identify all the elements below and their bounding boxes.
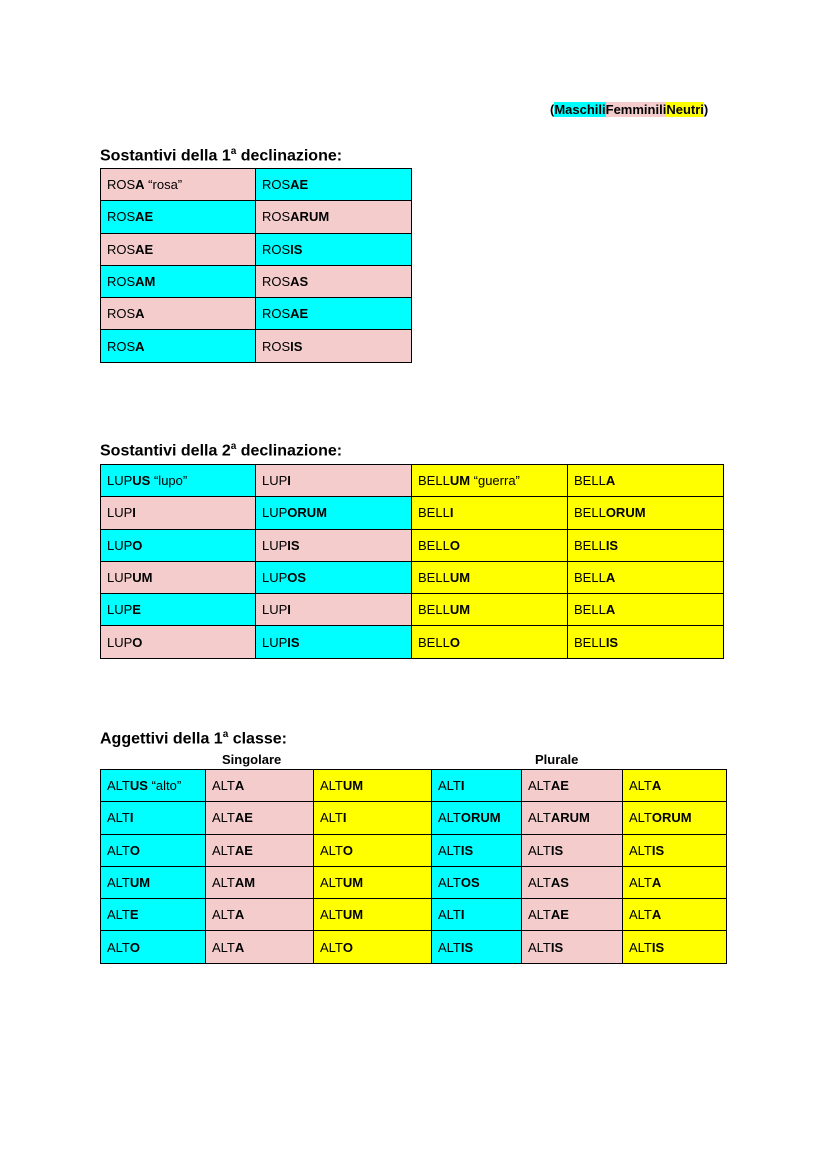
word-ending: IS [550,939,564,955]
word-ending: AE [290,177,309,193]
form-cell [206,802,314,834]
word-stem: LUP [262,634,288,650]
word-ending: IS [605,537,619,553]
word-stem: ALT [438,875,461,891]
word-stem: ALT [212,907,235,923]
word-ending: A [135,306,145,322]
word-stem: ALT [212,939,235,955]
word-stem: ALT [212,810,235,826]
table-row [101,561,724,593]
word-gloss: “alto” [147,778,182,794]
form-cell [412,465,568,497]
word-ending: A [234,939,245,955]
table-row [101,899,727,931]
form-cell [432,834,522,866]
word-ending: AE [550,778,569,794]
word-ending: UM [342,778,364,794]
word-stem: ALT [438,810,461,826]
form-cell [314,866,432,898]
word-ending: AE [290,306,309,322]
word-stem: ALT [528,842,551,858]
word-ending: AM [234,875,256,891]
word-gloss: “rosa” [144,177,183,193]
section3-title: Aggettivi della 1$^a$ classe: [100,729,287,748]
form-cell [568,497,724,529]
word-ending: AS [550,875,569,891]
word-stem: BELL [418,473,450,489]
word-ending: E [129,907,139,923]
word-stem: LUP [262,473,288,489]
word-ending: IS [460,842,474,858]
word-ending: I [287,473,291,489]
word-stem: LUP [262,505,288,521]
table-row [101,465,724,497]
form-cell [412,561,568,593]
word-stem: ALT [629,939,652,955]
word-ending: IS [287,634,300,650]
word-gloss: “guerra” [470,473,520,489]
word-stem: ALT [629,907,652,923]
word-ending: A [605,473,616,489]
word-gloss: “lupo” [150,473,188,489]
table-row [101,201,412,233]
table-row [101,594,724,626]
form-cell [568,529,724,561]
form-cell [101,626,256,658]
word-stem: BELL [574,473,606,489]
form-cell [412,594,568,626]
word-stem: BELL [418,602,450,618]
word-stem: ALT [320,810,343,826]
word-ending: O [129,842,141,858]
word-ending: A [605,570,616,586]
table-row [101,529,724,561]
word-ending: AE [234,842,253,858]
word-stem: ROS [107,338,136,354]
form-cell [432,931,522,963]
word-stem: BELL [574,602,606,618]
form-cell [412,626,568,658]
word-stem: BELL [418,505,450,521]
form-cell [206,931,314,963]
word-ending: AE [234,810,253,826]
word-ending: ORUM [651,810,692,826]
word-ending: ARUM [290,209,330,225]
form-cell [101,169,256,201]
word-stem: ALT [107,939,130,955]
word-stem: ALT [107,842,130,858]
form-cell [623,866,727,898]
form-cell [568,626,724,658]
table-row [101,626,724,658]
form-cell [256,497,412,529]
word-stem: ALT [107,907,130,923]
word-stem: ALT [528,778,551,794]
word-ending: A [605,602,616,618]
word-stem: ROS [262,177,291,193]
word-ending: A [651,907,662,923]
form-cell [256,465,412,497]
form-cell [206,866,314,898]
form-cell [256,233,412,265]
form-cell [256,298,412,330]
word-ending: UM [342,875,364,891]
word-stem: ALT [320,875,343,891]
form-cell [101,770,206,802]
word-ending: A [651,778,662,794]
word-stem: ALT [528,907,551,923]
word-stem: LUP [262,537,288,553]
word-stem: ROS [262,338,291,354]
word-ending: US [132,473,151,489]
table-row [101,866,727,898]
form-cell [623,802,727,834]
table-row [101,330,412,362]
word-ending: I [287,602,291,618]
first-class-adjectives-table [100,769,727,964]
word-stem: LUP [262,602,288,618]
word-ending: A [234,778,245,794]
form-cell [623,931,727,963]
table-row [101,298,412,330]
form-cell [432,866,522,898]
word-stem: BELL [418,634,450,650]
word-ending: AM [135,274,156,290]
form-cell [522,931,623,963]
form-cell [256,561,412,593]
word-ending: IS [550,842,564,858]
form-cell [256,169,412,201]
word-stem: ROS [262,306,291,322]
word-stem: ALT [438,907,461,923]
word-ending: ARUM [550,810,590,826]
form-cell [623,770,727,802]
form-cell [101,233,256,265]
word-stem: ALT [212,842,235,858]
word-stem: ROS [262,241,291,257]
word-stem: ROS [107,177,136,193]
word-stem: BELL [418,570,450,586]
word-ending: O [342,842,354,858]
word-ending: UM [132,570,153,586]
word-stem: ALT [629,778,652,794]
word-stem: ALT [629,842,652,858]
form-cell [101,330,256,362]
word-stem: BELL [418,537,450,553]
word-stem: LUP [107,570,133,586]
word-ending: IS [651,939,665,955]
word-ending: O [129,939,141,955]
form-cell [314,931,432,963]
form-cell [568,561,724,593]
word-ending: ORUM [287,505,328,521]
word-stem: LUP [107,537,133,553]
form-cell [101,529,256,561]
table-row [101,169,412,201]
section1-title: Sostantivi della 1$^a$ declinazione: [100,146,343,165]
form-cell [101,802,206,834]
form-cell [522,866,623,898]
word-ending: I [460,778,465,794]
word-stem: BELL [574,505,606,521]
form-cell [522,834,623,866]
word-stem: ROS [107,209,136,225]
word-stem: ALT [528,875,551,891]
word-ending: A [234,907,245,923]
word-ending: AE [135,241,154,257]
word-ending: I [132,505,136,521]
table-row [101,770,727,802]
word-stem: ALT [629,810,652,826]
word-stem: ROS [262,209,291,225]
form-cell [522,770,623,802]
form-cell [206,834,314,866]
word-stem: ALT [528,939,551,955]
form-cell [101,497,256,529]
form-cell [101,594,256,626]
word-ending: A [135,338,145,354]
form-cell [256,529,412,561]
word-ending: UM [129,875,151,891]
word-ending: E [132,602,141,618]
form-cell [256,201,412,233]
word-stem: ALT [107,810,130,826]
word-stem: ALT [320,842,343,858]
word-stem: ALT [320,778,343,794]
gender-color-legend [550,101,708,118]
form-cell [256,265,412,297]
form-cell [101,834,206,866]
legend-close-paren: ) [703,102,709,117]
table-row [101,233,412,265]
word-ending: AE [550,907,569,923]
word-ending: UM [449,570,471,586]
form-cell [101,298,256,330]
form-cell [256,626,412,658]
word-ending: O [132,537,143,553]
form-cell [101,201,256,233]
form-cell [522,899,623,931]
word-stem: ALT [212,875,235,891]
form-cell [101,265,256,297]
legend-neutri: Neutri [666,102,704,117]
legend-maschili: Maschili [554,102,606,117]
word-ending: O [342,939,354,955]
word-stem: ALT [107,875,130,891]
form-cell [101,561,256,593]
word-stem: ALT [438,842,461,858]
word-stem: ALT [320,907,343,923]
form-cell [101,465,256,497]
word-ending: O [449,634,460,650]
word-stem: ALT [107,778,130,794]
word-ending: I [460,907,465,923]
word-stem: ROS [262,274,291,290]
form-cell [256,330,412,362]
word-ending: ORUM [605,505,646,521]
legend-femminili: Femminili [605,102,667,117]
form-cell [314,834,432,866]
second-declension-table [100,464,724,659]
table-row [101,834,727,866]
word-ending: A [651,875,662,891]
word-stem: LUP [107,505,133,521]
form-cell [206,899,314,931]
form-cell [101,899,206,931]
word-ending: I [449,505,454,521]
word-ending: IS [605,634,619,650]
word-stem: ALT [528,810,551,826]
word-ending: OS [460,875,480,891]
form-cell [412,529,568,561]
word-stem: ROS [107,274,136,290]
word-ending: UM [449,473,471,489]
table-row [101,931,727,963]
word-ending: UM [342,907,364,923]
form-cell [522,802,623,834]
word-stem: LUP [107,634,133,650]
word-stem: ALT [438,939,461,955]
word-stem: ALT [212,778,235,794]
form-cell [101,931,206,963]
word-ending: A [135,177,145,193]
word-ending: OS [287,570,307,586]
word-stem: BELL [574,634,606,650]
form-cell [314,802,432,834]
word-ending: O [132,634,143,650]
word-stem: ALT [629,875,652,891]
form-cell [206,770,314,802]
form-cell [568,594,724,626]
plural-label: Plurale [535,752,579,767]
word-ending: UM [449,602,471,618]
form-cell [256,594,412,626]
form-cell [432,770,522,802]
first-declension-table [100,168,412,363]
word-stem: LUP [262,570,288,586]
word-ending: IS [460,939,474,955]
word-stem: BELL [574,570,606,586]
table-row [101,265,412,297]
table-row [101,497,724,529]
word-ending: ORUM [460,810,501,826]
form-cell [314,770,432,802]
form-cell [623,899,727,931]
word-stem: ALT [320,939,343,955]
form-cell [432,802,522,834]
word-ending: I [129,810,134,826]
form-cell [314,899,432,931]
word-stem: ROS [107,306,136,322]
word-stem: LUP [107,602,133,618]
word-stem: ROS [107,241,136,257]
word-ending: IS [287,537,300,553]
word-ending: IS [290,241,303,257]
form-cell [568,465,724,497]
form-cell [101,866,206,898]
word-ending: US [129,778,148,794]
word-stem: ALT [438,778,461,794]
word-stem: LUP [107,473,133,489]
word-ending: O [449,537,460,553]
word-stem: BELL [574,537,606,553]
table-row [101,802,727,834]
form-cell [623,834,727,866]
word-ending: AE [135,209,154,225]
word-ending: AS [290,274,309,290]
form-cell [412,497,568,529]
section2-title: Sostantivi della 2$^a$ declinazione: [100,441,343,460]
legend-open-paren: ( [550,102,555,117]
word-ending: I [342,810,347,826]
singular-label: Singolare [222,752,282,767]
form-cell [432,899,522,931]
word-ending: IS [651,842,665,858]
word-ending: IS [290,338,303,354]
